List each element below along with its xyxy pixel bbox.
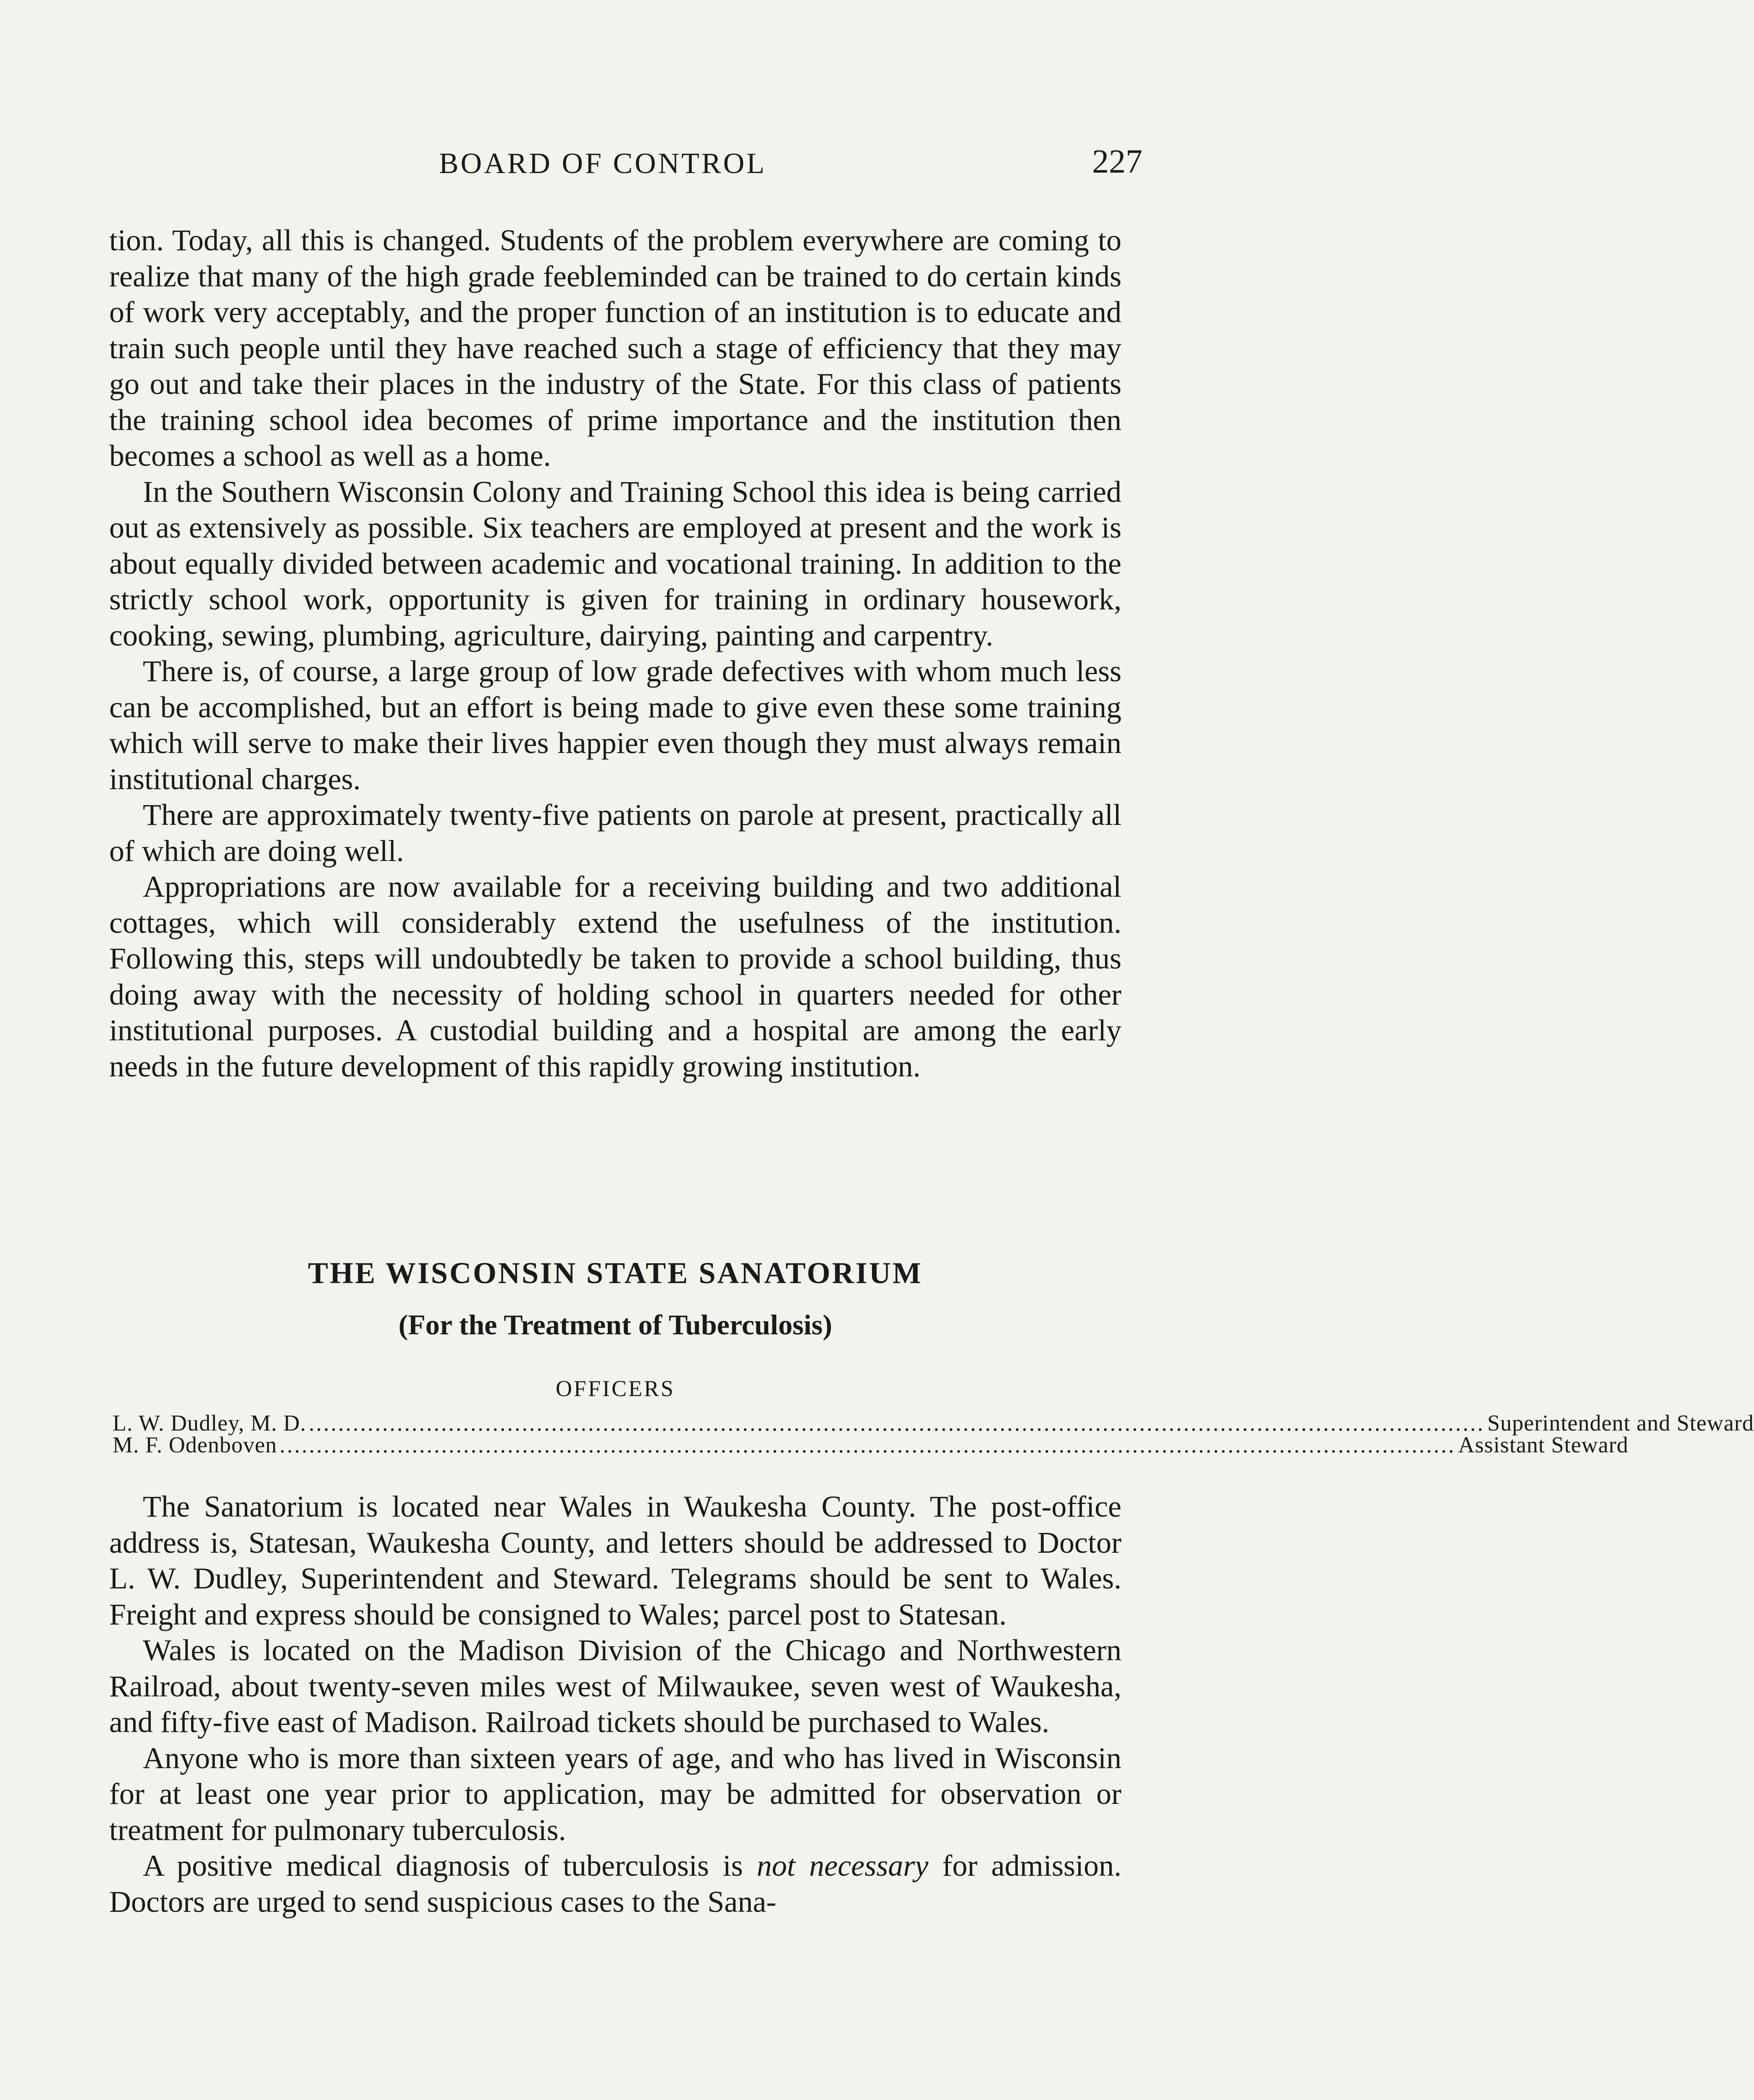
paragraph: The Sanatorium is located near Wales in Waukesha County. The post-office address is, Statesan, Waukesha County, and letters should be addressed to Doctor L. W. Dudley, Superintendent and Steward. Telegrams should be sent to Wales. Freight and express should be consigned to Wales; parcel post to Statesan. [109,1490,1121,1631]
page-number: 227 [1092,143,1142,180]
officer-name: M. F. Odenboven [113,1432,277,1457]
officers-heading: OFFICERS [555,1376,675,1401]
section-1-body [109,223,1121,1084]
paragraph: There is, of course, a large group of low grade defectives with whom much less can be accomplished, but an effort is being made to give even these some training which will serve to make their lives happier even though they must always remain institutional charges. [109,654,1121,796]
paragraph: There are approximately twenty-five patients on parole at present, practically all of which are doing well. [109,798,1121,868]
leader-dots: ................................................................................................................................................................ [309,1410,1485,1436]
paragraph: In the Southern Wisconsin Colony and Training School this idea is being carried out as extensively as possible. Six teachers are employed at present and the work is about equally divided between academic and vocational training. In addition to the strictly school work, opportunity is given for training in ordinary housework, cooking, sewing, plumbing, agriculture, dairying, painting and carpentry. [109,475,1121,652]
leader-dots: ................................................................................................................................................................ [279,1432,1456,1457]
officer-row [113,1410,1754,1436]
officer-title: Assistant Steward [1458,1432,1629,1457]
paragraph: Wales is located on the Madison Division of the Chicago and Northwestern Railroad, about twenty-seven miles west of Milwaukee, seven west of Waukesha, and fifty-five east of Madison. Railroad tickets should be purchased to Wales. [109,1633,1121,1739]
section-subtitle: (For the Treatment of Tuberculosis) [398,1309,832,1341]
officer-title: Superintendent and Steward [1487,1410,1754,1436]
running-head: BOARD OF CONTROL [438,147,767,180]
paragraph: Anyone who is more than sixteen years of age, and who has lived in Wisconsin for at least one year prior to application, may be admitted for observation or treatment for pulmonary tuberculosis. [109,1741,1121,1847]
paragraph: Appropriations are now available for a receiving building and two additional cottages, which will considerably extend the usefulness of the institution. Following this, steps will undoubtedly be taken to provide a school building, thus doing away with the necessity of holding school in quarters needed for other institutional purposes. A custodial building and a hospital are among the early needs in the future development of this rapidly growing institution. [109,870,1121,1083]
paragraph [109,1848,1121,1920]
officer-name: L. W. Dudley, M. D. [113,1410,306,1436]
officers-list [113,1410,1754,1457]
paragraph: tion. Today, all this is changed. Students of the problem everywhere are coming to realize that many of the high grade feebleminded can be trained to do certain kinds of work very acceptably, and the proper function of an institution is to educate and train such people until they have reached such a stage of efficiency that they may go out and take their places in the industry of the State. For this class of patients the training school idea becomes of prime importance and the institution then becomes a school as well as a home. [109,223,1121,472]
officer-row [113,1432,1629,1457]
section-2-body [109,1489,1121,1920]
section-title: THE WISCONSIN STATE SANATORIUM [308,1256,923,1290]
emphasized-text: not necessary [756,1849,929,1882]
text-run: for admission. Doctors are urged to send suspicious cases to the Sana- [109,1849,1122,1919]
text-run: A positive medical diagnosis of tuberculosis is [143,1849,743,1882]
